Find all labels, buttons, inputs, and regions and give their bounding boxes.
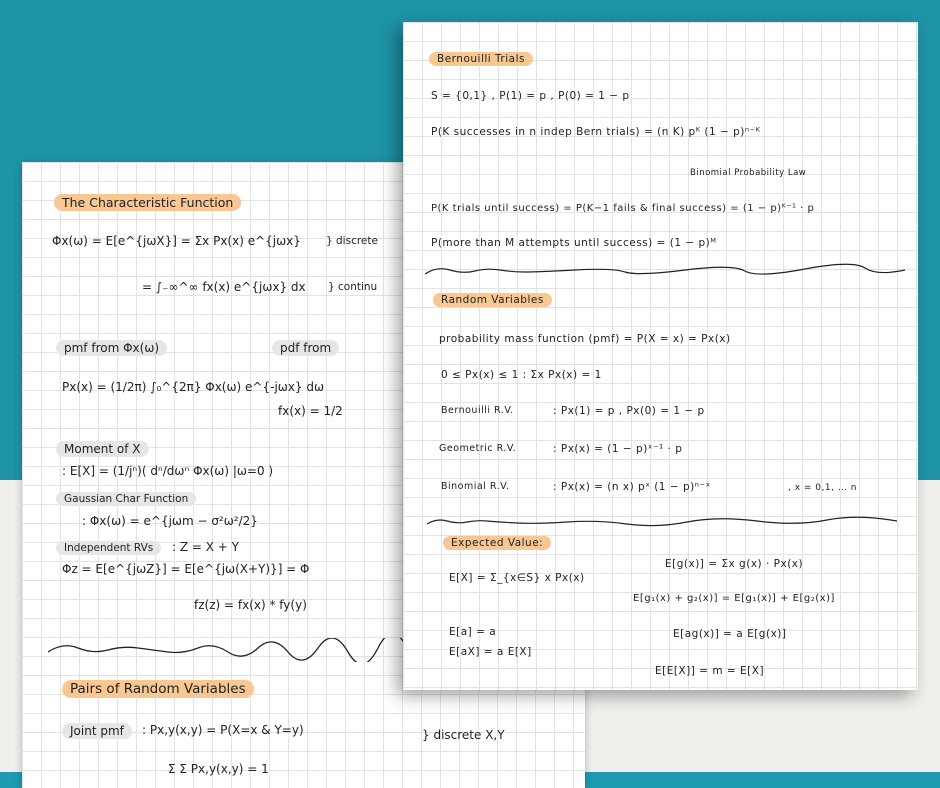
rv-label-geometric: Geometric R.V. xyxy=(439,443,517,454)
expected-value-constant: E[a] = a xyxy=(449,626,497,638)
char-function-continuous: = ∫₋∞^∞ fx(x) e^{jωx} dx xyxy=(142,280,306,294)
section-title-random-variables: Random Variables xyxy=(433,293,552,307)
rv-formula-bernoulli: : Px(1) = p , Px(0) = 1 − p xyxy=(553,405,705,417)
expected-value-linearity: E[g₁(x) + g₂(x)] = E[g₁(x)] + E[g₂(x)] xyxy=(633,593,835,604)
pdf-heading: pdf from xyxy=(272,340,339,356)
notes-page-bernoulli xyxy=(403,22,918,690)
gaussian-label: Gaussian Char Function xyxy=(56,492,196,506)
pmf-formula: Px(x) = (1/2π) ∫₀^{2π} Φx(ω) e^{-jωx} dω xyxy=(62,380,325,394)
joint-discrete-label: } discrete X,Y xyxy=(422,728,505,742)
joint-pmf-formula: : Px,y(x,y) = P(X=x & Y=y) xyxy=(142,723,304,737)
binomial-law-label: Binomial Probability Law xyxy=(690,168,807,178)
rv-formula-binomial: : Px(x) = (n x) pˣ (1 − p)ⁿ⁻ˣ xyxy=(553,481,711,493)
expected-value-mean: E[E[X]] = m = E[X] xyxy=(655,665,765,677)
expected-value-definition: E[X] = Σ_{x∈S} x Px(x) xyxy=(449,572,585,584)
independent-label: Independent RVs xyxy=(56,541,161,555)
moment-label: Moment of X xyxy=(56,441,149,457)
section-divider-wave xyxy=(425,262,905,280)
expected-value-ag: E[ag(x)] = a E[g(x)] xyxy=(673,628,787,640)
bernoulli-more-than-m: P(more than M attempts until success) = (1 − p)ᴹ xyxy=(431,237,717,249)
pmf-bounds: 0 ≤ Px(x) ≤ 1 : Σx Px(x) = 1 xyxy=(441,369,602,381)
section-divider-wave xyxy=(427,516,897,530)
continuous-label: } continu xyxy=(328,281,378,293)
section-title-expected-value: Expected Value: xyxy=(443,536,551,550)
discrete-label: } discrete xyxy=(326,235,378,247)
expected-value-g: E[g(x)] = Σx g(x) · Px(x) xyxy=(665,558,804,570)
char-function-definition: Φx(ω) = E[e^{jωX}] = Σx Px(x) e^{jωx} xyxy=(52,234,301,248)
bernoulli-k-successes: P(K successes in n indep Bern trials) = (n K) pᴷ (1 − p)ⁿ⁻ᴷ xyxy=(431,126,761,138)
rv-label-bernoulli: Bernouilli R.V. xyxy=(441,405,514,416)
independent-phi: Φz = E[e^{jωZ}] = E[e^{jω(X+Y)}] = Φ xyxy=(62,562,310,576)
section-title-characteristic-function: The Characteristic Function xyxy=(54,194,241,211)
pdf-formula: fx(x) = 1/2 xyxy=(278,404,343,418)
expected-value-scale: E[aX] = a E[X] xyxy=(449,646,532,658)
moment-formula: : E[X] = (1/jⁿ)( dⁿ/dωⁿ Φx(ω) |ω=0 ) xyxy=(62,464,274,478)
rv-label-binomial: Binomial R.V. xyxy=(441,481,510,492)
section-title-pairs: Pairs of Random Variables xyxy=(62,680,254,698)
bernoulli-sample-space: S = {0,1} , P(1) = p , P(0) = 1 − p xyxy=(431,90,630,102)
joint-sum: Σ Σ Px,y(x,y) = 1 xyxy=(168,762,269,776)
independent-z: : Z = X + Y xyxy=(172,540,239,554)
rv-formula-geometric: : Px(x) = (1 − p)ˣ⁻¹ · p xyxy=(553,443,683,455)
binomial-range: , x = 0,1, … n xyxy=(788,483,857,493)
pmf-heading: pmf from Φx(ω) xyxy=(56,340,167,356)
pmf-definition: probability mass function (pmf) = P(X = x) = Px(x) xyxy=(439,333,731,345)
gaussian-formula: : Φx(ω) = e^{jωm − σ²ω²/2} xyxy=(82,514,258,528)
joint-pmf-label: Joint pmf xyxy=(62,723,132,739)
bernoulli-k-trials: P(K trials until success) = P(K−1 fails & final success) = (1 − p)ᴷ⁻¹ · p xyxy=(431,203,815,214)
independent-convolution: fz(z) = fx(x) * fy(y) xyxy=(194,598,307,612)
section-title-bernoulli: Bernouilli Trials xyxy=(429,52,533,66)
